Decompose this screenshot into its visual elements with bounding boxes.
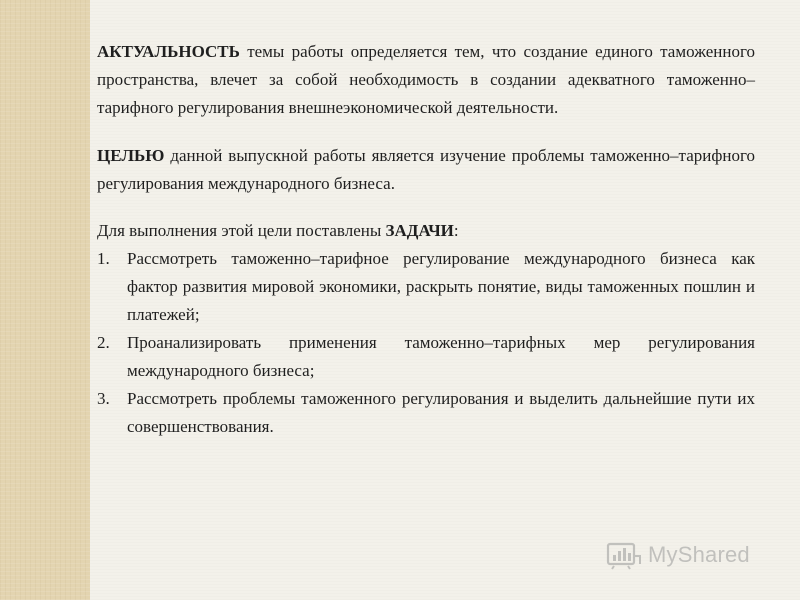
relevance-text: темы работы определяется тем, что создание единого таможенного пространства, влечет за собой необходимость в создании адекватного таможенно–тарифного регулирования внешнеэкономической деятельности. xyxy=(97,42,755,117)
watermark-text: MyShared xyxy=(648,542,750,567)
tasks-keyword: ЗАДАЧИ xyxy=(385,221,454,240)
slide-content xyxy=(97,38,755,441)
relevance-paragraph xyxy=(97,38,755,122)
myshared-watermark xyxy=(606,537,750,573)
task-text: Рассмотреть таможенно–тарифное регулирование международного бизнеса как фактор развития мировой экономики, раскрыть понятие, виды таможенных пошлин и платежей; xyxy=(127,249,755,324)
goal-paragraph xyxy=(97,142,755,198)
goal-keyword: ЦЕЛЬЮ xyxy=(97,146,165,165)
tasks-intro xyxy=(97,217,755,245)
task-item xyxy=(97,385,755,441)
task-item xyxy=(97,245,755,329)
task-number: 1. xyxy=(97,249,110,268)
goal-text: данной выпускной работы является изучение проблемы таможенно–тарифного регулирования международного бизнеса. xyxy=(97,146,755,193)
decorative-left-band xyxy=(0,0,91,600)
tasks-intro-suffix: : xyxy=(453,221,459,240)
task-text: Рассмотреть проблемы таможенного регулирования и выделить дальнейшие пути их совершенствования. xyxy=(127,389,755,436)
task-number: 2. xyxy=(97,333,110,352)
task-number: 3. xyxy=(97,389,110,408)
tasks-intro-text: Для выполнения этой цели поставлены xyxy=(97,221,386,240)
tasks-list xyxy=(97,245,755,441)
task-item xyxy=(97,329,755,385)
myshared-logo-icon xyxy=(606,540,642,570)
task-text: Проанализировать применения таможенно–тарифных мер регулирования международного бизнеса; xyxy=(127,333,755,380)
relevance-keyword: АКТУАЛЬНОСТЬ xyxy=(97,42,240,61)
